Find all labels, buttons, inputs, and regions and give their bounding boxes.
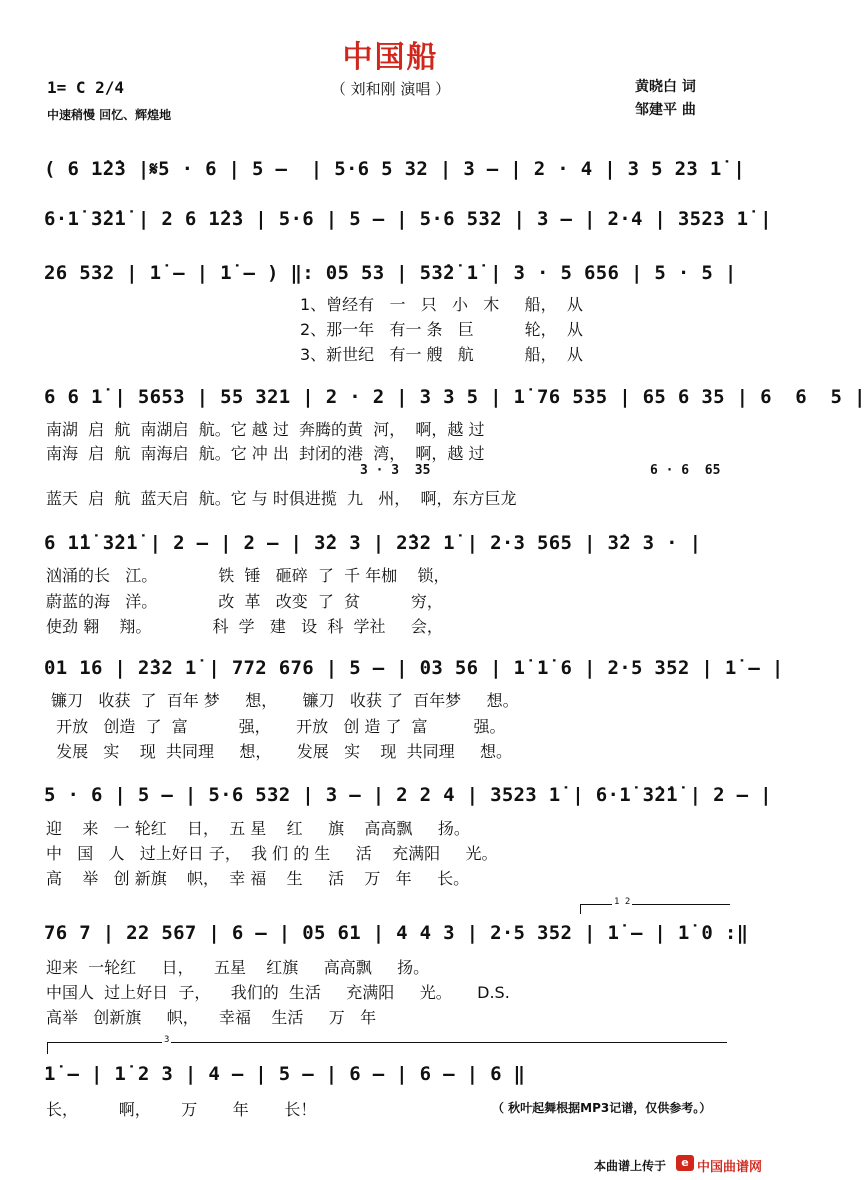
key-signature: 1= C 2/4	[47, 78, 125, 97]
alt-notes-right: 6 · 6 65	[650, 463, 721, 478]
lyric-row-3-v3: 3、新世纪 有一 艘 航 船， 从	[300, 345, 583, 364]
lyric-row-4-v3: 蓝天 启 航 蓝天启 航。它 与 时俱进揽 九 州， 啊，东方巨龙	[46, 489, 517, 508]
volta-bracket	[580, 904, 730, 905]
lyric-row-8-v1: 迎来 一轮红 日， 五星 红旗 高高飘 扬。	[46, 958, 430, 977]
score-row-5: 6 1̇1̇ 3̇2̇1̇ | 2 – | 2 – | 3̇2 3 | 2̇32 1̇ | 2·3 565 | 3̇2 3 · |	[44, 532, 702, 554]
lyric-row-4-v2: 南海 启 航 南海启 航。它 冲 出 封闭的港 湾， 啊，越 过	[46, 444, 485, 463]
composer-credit: 邹建平 曲	[635, 102, 696, 118]
lyric-row-7-v1: 迎 来 一 轮红 日， 五 星 红 旗 高高飘 扬。	[46, 819, 470, 838]
score-row-3: 26 532 | 1̇ – | 1̇ – ) ‖: 05 53 | 53̇2̇ 1̇ | 3 · 5 656 | 5 · 5 |	[44, 262, 737, 284]
lyric-row-7-v3: 高 举 创 新旗 帜， 幸 福 生 活 万 年 长。	[46, 869, 470, 888]
song-title: 中国船	[342, 40, 439, 75]
lyric-row-5-v1: 汹涌的长 江。 铁 锤 砸碎 了 千 年枷 锁，	[46, 566, 450, 585]
transcription-note: （ 秋叶起舞根据MP3记谱，仅供参考。）	[492, 1101, 712, 1115]
tempo-marking: 中速稍慢 回忆、辉煌地	[47, 108, 172, 122]
lyric-row-6-v3: 发展 实 现 共同理 想， 发展 实 现 共同理 想。	[46, 742, 513, 761]
lyricist-credit: 黄晓白 词	[635, 79, 696, 95]
lyric-row-3-v1: 1、曾经有 一 只 小 木 船， 从	[300, 295, 583, 314]
site-logo-icon: e	[676, 1155, 694, 1171]
volta-bracket-3-tick	[47, 1042, 48, 1054]
score-row-7: 5 · 6 | 5 – | 5·6 532 | 3 – | 2 2 4 | 3523 1̇ | 6·1̇ 3̇2̇1̇ | 2 – |	[44, 784, 772, 806]
site-logo-text[interactable]: 中国曲谱网	[697, 1160, 763, 1175]
score-row-9: 1̇ – | 1̇ 2 3 | 4 – | 5 – | 6 – | 6 – | 6 ‖	[44, 1063, 526, 1085]
score-row-1: ( 6 1̇2̇3 |𝄋5 · 6 | 5 – | 5·6 5 32 | 3 – | 2 · 4 | 3 5 23 1̇ |	[44, 158, 746, 180]
alt-notes-left: 3 · 3 35	[360, 463, 431, 478]
lyric-row-8-v2: 中国人 过上好日 子， 我们的 生活 充满阳 光。 D.S.	[46, 983, 510, 1002]
upload-text: 本曲谱上传于	[594, 1159, 667, 1173]
score-row-8: 76 7 | 22 567 | 6 – | 05 61 | 4 4 3 | 2·5 352 | 1̇ – | 1̇ 0 :‖	[44, 922, 749, 944]
volta-label: 1 2	[614, 897, 631, 907]
lyric-row-6-v1: 镰刀 收获 了 百年 梦 想， 镰刀 收获 了 百年梦 想。	[46, 691, 519, 710]
lyric-row-5-v3: 使劲 翱 翔。 科 学 建 设 科 学社 会，	[46, 617, 443, 636]
score-row-2: 6·1̇ 3̇2̇1̇ | 2 6 1̇2̇3 | 5·6 | 5 – | 5·6 532 | 3 – | 2·4 | 3523 1̇ |	[44, 208, 772, 230]
lyric-row-8-v3: 高举 创新旗 帜， 幸福 生活 万 年	[46, 1008, 377, 1027]
volta-bracket-3	[47, 1042, 727, 1043]
lyric-row-3-v2: 2、那一年 有一 条 巨 轮， 从	[300, 320, 583, 339]
lyric-row-5-v2: 蔚蓝的海 洋。 改 革 改变 了 贫 穷，	[46, 592, 443, 611]
lyric-row-9-v1: 长， 啊， 万 年 长！	[46, 1100, 317, 1119]
lyric-row-4-v1: 南湖 启 航 南湖启 航。它 越 过 奔腾的黄 河， 啊，越 过	[46, 420, 485, 439]
score-row-6: 01 16 | 2̇32 1̇ | 772 676 | 5 – | 03 56 | 1̇ 1̇ 6 | 2·5 352 | 1̇ – |	[44, 657, 784, 679]
volta-label-3: 3	[164, 1035, 170, 1045]
volta-bracket-tick	[580, 904, 581, 914]
singer-credit: （ 刘和刚 演唱 ）	[330, 80, 451, 98]
lyric-row-6-v2: 开放 创造 了 富 强， 开放 创 造 了 富 强。	[46, 717, 506, 736]
score-row-4: 6 6 1̇ | 5653 | 55 321 | 2 · 2 | 3 3 5 | 1̇ 76 535 | 65 6 35 | 6 6 5 |	[44, 386, 866, 408]
lyric-row-7-v2: 中 国 人 过上好日 子， 我 们 的 生 活 充满阳 光。	[46, 844, 498, 863]
